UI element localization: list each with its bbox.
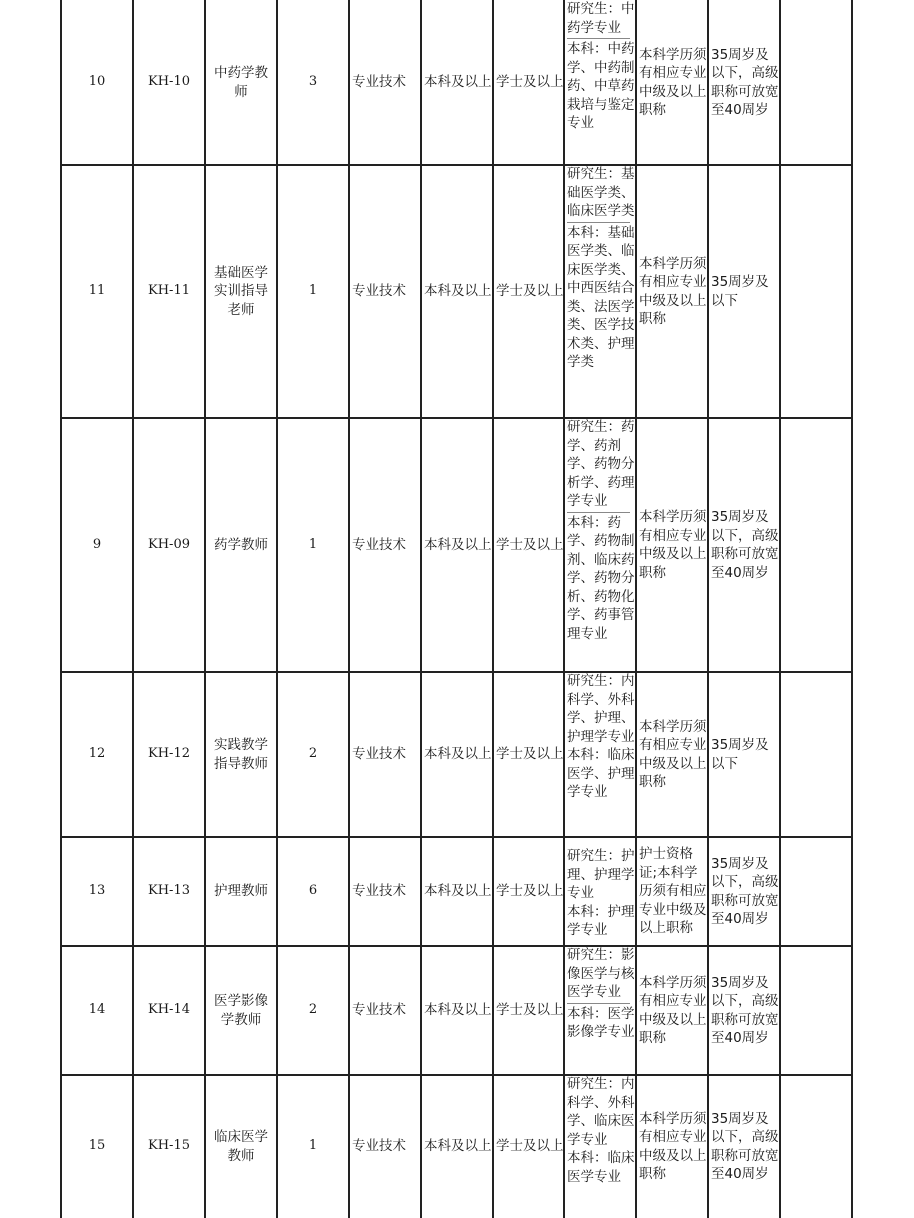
- row-border: [60, 671, 852, 673]
- age-requirement: 35周岁及以下，高级职称可放宽至40周岁: [711, 974, 779, 1046]
- table-row: [0, 946, 914, 1075]
- position-category: 专业技术: [352, 1002, 406, 1019]
- major-requirement: [564, 165, 636, 418]
- position-code: KH-09: [148, 536, 190, 552]
- row-border: [60, 836, 852, 838]
- column-border: [851, 0, 853, 1218]
- major-graduate: 研究生：药学、药剂学、药物分析学、药理学专业: [567, 419, 635, 509]
- age-requirement: 35周岁及以下: [711, 274, 769, 309]
- position-name: 药学教师: [214, 536, 268, 553]
- position-code: KH-10: [148, 74, 190, 90]
- position-name: 中药学教师: [214, 65, 268, 100]
- degree: 学士及以上: [496, 283, 564, 300]
- row-border: [60, 945, 852, 947]
- major-undergraduate: 本科：中药学、中药制药、中草药栽培与鉴定专业: [567, 41, 635, 131]
- table-row: [0, 672, 914, 837]
- position-category: 专业技术: [352, 746, 406, 763]
- column-border: [132, 0, 134, 1218]
- position-category: 专业技术: [352, 283, 406, 300]
- row-number: 10: [88, 74, 106, 90]
- position-category: 专业技术: [352, 74, 406, 91]
- row-number: 9: [92, 536, 102, 552]
- other-requirement: 护士资格证;本科学历须有相应专业中级及以上职称: [639, 846, 707, 937]
- age-requirement: 35周岁及以下，高级职称可放宽至40周岁: [711, 855, 779, 927]
- row-number: 14: [88, 1002, 106, 1018]
- education: 本科及以上: [424, 74, 492, 91]
- row-border: [60, 1074, 852, 1076]
- position-code: KH-15: [148, 1138, 190, 1154]
- position-category: 专业技术: [352, 883, 406, 900]
- education: 本科及以上: [424, 283, 492, 300]
- age-requirement: 35周岁及以下，高级职称可放宽至40周岁: [711, 46, 779, 118]
- education: 本科及以上: [424, 883, 492, 900]
- hire-count: 3: [308, 74, 318, 90]
- column-border: [276, 0, 278, 1218]
- other-requirement: 本科学历须有相应专业中级及以上职称: [639, 974, 707, 1046]
- major-undergraduate: 本科：基础医学类、临床医学类、中西医结合类、法医学类、医学技术类、护理学类: [567, 224, 635, 370]
- hire-count: 1: [308, 1138, 318, 1154]
- major-undergraduate: 本科：护理学专业: [567, 903, 635, 938]
- position-code: KH-13: [148, 883, 190, 899]
- column-border: [563, 0, 565, 1218]
- column-border: [635, 0, 637, 1218]
- table-row: [0, 165, 914, 418]
- column-border: [348, 0, 350, 1218]
- major-graduate: 研究生：内科学、外科学、临床医学专业: [567, 1076, 635, 1148]
- age-requirement: 35周岁及以下，高级职称可放宽至40周岁: [711, 1110, 779, 1182]
- column-border: [60, 0, 62, 1218]
- column-border: [204, 0, 206, 1218]
- position-name: 临床医学教师: [214, 1129, 268, 1164]
- position-name: 实践教学指导教师: [214, 737, 268, 772]
- other-requirement: 本科学历须有相应专业中级及以上职称: [639, 509, 707, 581]
- other-requirement: 本科学历须有相应专业中级及以上职称: [639, 46, 707, 118]
- major-requirement: [564, 0, 636, 165]
- education: 本科及以上: [424, 1138, 492, 1155]
- row-number: 13: [88, 883, 106, 899]
- education: 本科及以上: [424, 746, 492, 763]
- hire-count: 6: [308, 883, 318, 899]
- table-row: [0, 0, 914, 165]
- degree: 学士及以上: [496, 74, 564, 91]
- major-graduate: 研究生：内科学、外科学、护理、护理学专业: [567, 673, 635, 745]
- degree: 学士及以上: [496, 746, 564, 763]
- age-requirement: 35周岁及以下: [711, 737, 769, 772]
- column-border: [707, 0, 709, 1218]
- degree: 学士及以上: [496, 883, 564, 900]
- row-number: 15: [88, 1138, 106, 1154]
- major-requirement: [564, 946, 636, 1075]
- hire-count: 2: [308, 746, 318, 762]
- degree: 学士及以上: [496, 1138, 564, 1155]
- position-name: 基础医学实训指导老师: [214, 264, 268, 318]
- position-code: KH-12: [148, 746, 190, 762]
- row-number: 12: [88, 746, 106, 762]
- major-graduate: 研究生：中药学专业: [567, 1, 635, 36]
- major-undergraduate: 本科：临床医学专业: [567, 1150, 635, 1185]
- age-requirement: 35周岁及以下，高级职称可放宽至40周岁: [711, 509, 779, 581]
- education: 本科及以上: [424, 1002, 492, 1019]
- major-graduate: 研究生：护理、护理学专业: [567, 848, 635, 901]
- other-requirement: 本科学历须有相应专业中级及以上职称: [639, 718, 707, 790]
- other-requirement: 本科学历须有相应专业中级及以上职称: [639, 1110, 707, 1182]
- major-undergraduate: 本科：临床医学、护理学专业: [567, 747, 635, 800]
- position-name: 医学影像学教师: [214, 993, 268, 1028]
- degree: 学士及以上: [496, 1002, 564, 1019]
- education: 本科及以上: [424, 536, 492, 553]
- table-row: [0, 418, 914, 672]
- degree: 学士及以上: [496, 536, 564, 553]
- row-number: 11: [88, 283, 106, 299]
- row-border: [60, 417, 852, 419]
- table-row: [0, 837, 914, 946]
- position-name: 护理教师: [214, 883, 268, 900]
- major-undergraduate: 本科：药学、药物制剂、临床药学、药物分析、药物化学、药事管理专业: [567, 514, 635, 642]
- table-row: [0, 1075, 914, 1218]
- major-requirement: [564, 672, 636, 837]
- position-code: KH-14: [148, 1002, 190, 1018]
- major-requirement: [564, 418, 636, 672]
- column-border: [492, 0, 494, 1218]
- position-category: 专业技术: [352, 536, 406, 553]
- major-undergraduate: 本科：医学影像学专业: [567, 1005, 635, 1040]
- major-graduate: 研究生：基础医学类、临床医学类: [567, 166, 635, 219]
- position-category: 专业技术: [352, 1138, 406, 1155]
- hire-count: 1: [308, 283, 318, 299]
- other-requirement: 本科学历须有相应专业中级及以上职称: [639, 255, 707, 327]
- column-border: [420, 0, 422, 1218]
- major-graduate: 研究生：影像医学与核医学专业: [567, 947, 635, 1000]
- hire-count: 2: [308, 1002, 318, 1018]
- major-requirement: [564, 837, 636, 946]
- hire-count: 1: [308, 536, 318, 552]
- major-requirement: [564, 1075, 636, 1218]
- column-border: [779, 0, 781, 1218]
- row-border: [60, 164, 852, 166]
- position-code: KH-11: [148, 283, 190, 299]
